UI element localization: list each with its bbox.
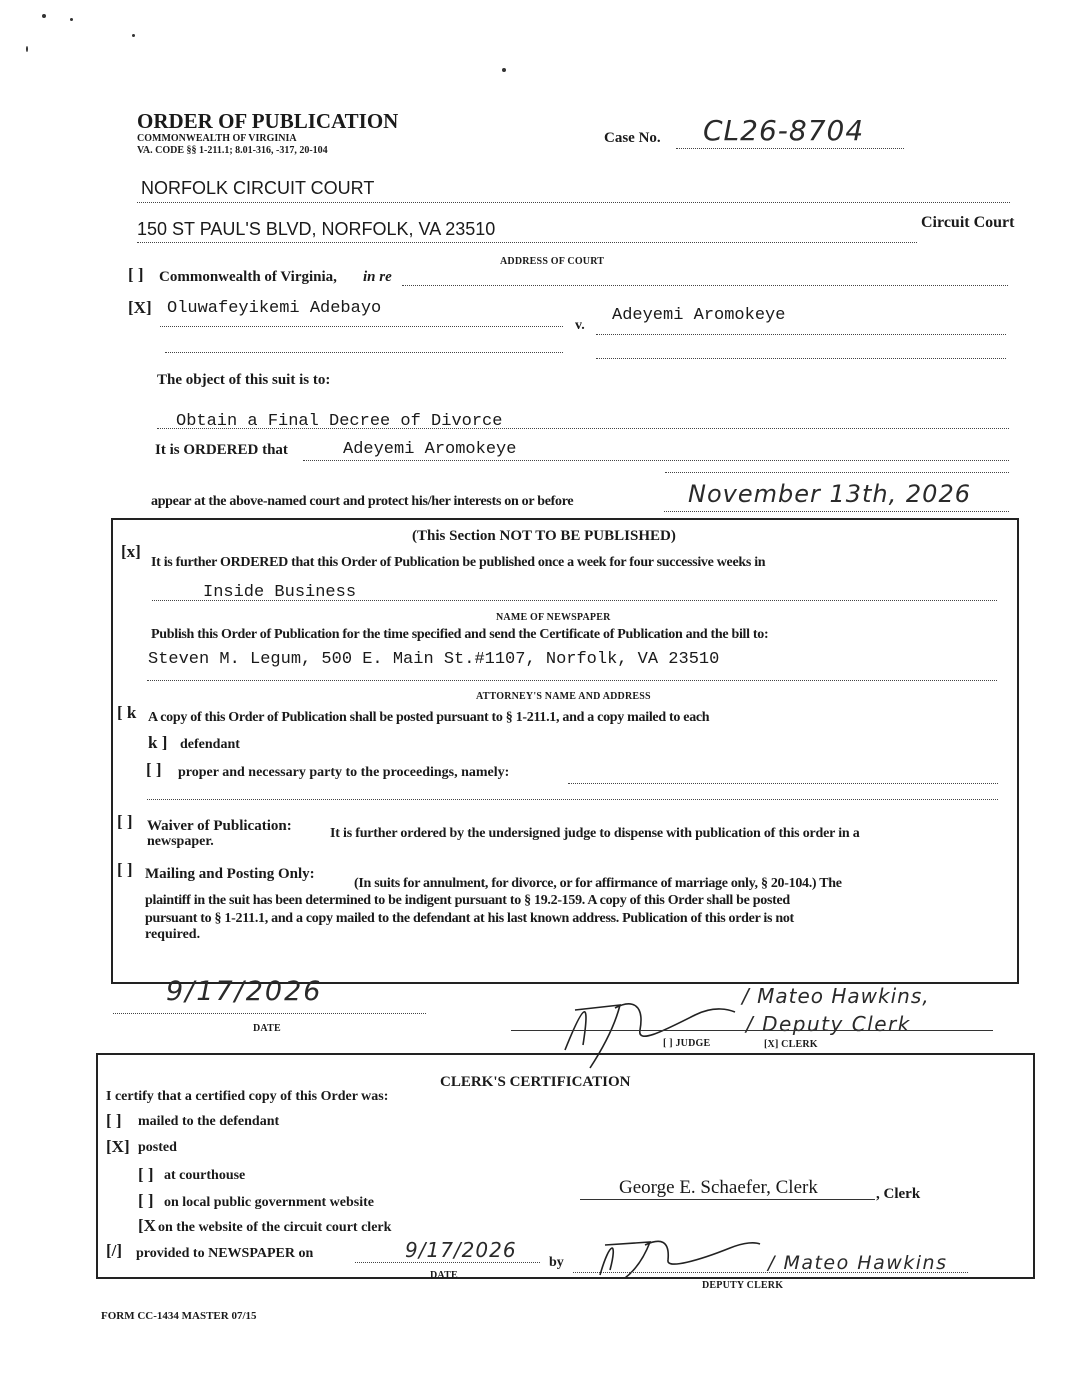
attorney-line [147, 680, 997, 681]
by-label: by [549, 1255, 564, 1270]
attorney-caption: ATTORNEY'S NAME AND ADDRESS [476, 691, 651, 702]
case-number: CL26-8704 [703, 114, 865, 147]
mailing-checkbox[interactable]: [ ] [117, 860, 133, 879]
judge-label: [ ] JUDGE [663, 1038, 711, 1049]
object-label: The object of this suit is to: [157, 372, 331, 388]
posted-checkbox[interactable]: [X] [106, 1137, 130, 1156]
commonwealth-label: Commonwealth of Virginia, [159, 269, 337, 285]
signer-title: / Deputy Clerk [746, 1012, 911, 1036]
form-number: FORM CC-1434 MASTER 07/15 [101, 1310, 257, 1322]
in-re-label: in re [363, 269, 392, 285]
newspaper-caption: NAME OF NEWSPAPER [496, 612, 611, 623]
certification-intro: I certify that a certified copy of this Order was: [106, 1089, 389, 1104]
mailed-label: mailed to the defendant [138, 1114, 280, 1129]
newspaper-provided-date: 9/17/2026 [405, 1238, 517, 1262]
commonwealth-line [402, 285, 1008, 286]
waiver-checkbox[interactable]: [ ] [117, 812, 133, 831]
ordered-line-2 [665, 472, 1009, 473]
clerk-name: George E. Schaefer, Clerk [619, 1177, 818, 1198]
plaintiff-line-2 [165, 352, 563, 353]
waiver-text-2: newspaper. [147, 834, 214, 849]
further-ordered-text: It is further ORDERED that this Order of Publication be published once a week for four successive weeks in [151, 555, 766, 570]
courthouse-checkbox[interactable]: [ ] [138, 1165, 154, 1184]
attorney-info: Steven M. Legum, 500 E. Main St.#1107, Norfolk, VA 23510 [148, 650, 720, 669]
posted-copy-text: A copy of this Order of Publication shall be posted pursuant to § 1-211.1, and a copy mailed to each [148, 710, 710, 725]
courthouse-label: at courthouse [164, 1168, 246, 1183]
object-line [157, 428, 1009, 429]
court-address-line [137, 242, 917, 243]
signer-name: / Mateo Hawkins, [742, 984, 930, 1008]
local-website-checkbox[interactable]: [ ] [138, 1191, 154, 1210]
defendant-name: Adeyemi Aromokeye [612, 306, 786, 325]
mailing-line-2: plaintiff in the suit has been determined to be indigent pursuant to § 19.2-159. A copy of this Order shall be posted [145, 893, 790, 908]
commonwealth-checkbox[interactable]: [ ] [128, 265, 144, 284]
mailing-title: Mailing and Posting Only: [145, 866, 315, 882]
plaintiff-line [160, 326, 563, 327]
scan-speck [42, 14, 46, 18]
newspaper-provided-label: provided to NEWSPAPER on [136, 1246, 314, 1261]
va-code: VA. CODE §§ 1-211.1; 8.01-316, -317, 20-104 [137, 145, 328, 156]
clerk-suffix: , Clerk [876, 1186, 921, 1202]
defendant-line [596, 334, 1006, 335]
plaintiff-checkbox[interactable]: [X] [128, 298, 152, 317]
local-website-label: on local public government website [164, 1195, 374, 1210]
mailing-line-3: pursuant to § 1-211.1, and a copy mailed to the defendant at his last known address. Publication of this order is not [145, 911, 794, 926]
signature-date-line [113, 1013, 426, 1014]
mailing-line-4: required. [145, 927, 201, 942]
newspaper-date-line [355, 1262, 540, 1263]
newspaper-line [152, 600, 997, 601]
defendant-checkbox[interactable]: k ] [148, 733, 168, 752]
scan-speck [70, 18, 73, 21]
defendant-line-2 [596, 358, 1006, 359]
deputy-line [573, 1272, 968, 1273]
unpublished-heading: (This Section NOT TO BE PUBLISHED) [412, 528, 676, 544]
court-address: 150 ST PAUL'S BLVD, NORFOLK, VA 23510 [137, 219, 496, 239]
scan-speck [502, 68, 506, 72]
clerk-website-label: on the website of the circuit court clerk [158, 1220, 392, 1235]
clerk-name-line [580, 1199, 875, 1200]
appear-text: appear at the above-named court and protect his/her interests on or before [151, 494, 574, 509]
party-line-2 [147, 799, 998, 800]
deputy-caption: DEPUTY CLERK [702, 1280, 784, 1291]
deputy-name: / Mateo Hawkins [768, 1252, 948, 1274]
mailing-line-1: (In suits for annulment, for divorce, or for affirmance of marriage only, § 20-104.) The [354, 876, 842, 891]
newspaper-checkbox[interactable]: [/] [106, 1241, 123, 1260]
form-subtitle: COMMONWEALTH OF VIRGINIA [137, 133, 297, 144]
party-label: proper and necessary party to the proceedings, namely: [178, 765, 510, 780]
court-name-line [137, 202, 1010, 203]
plaintiff-name: Oluwafeyikemi Adebayo [167, 299, 382, 318]
party-line [568, 783, 998, 784]
mailed-checkbox[interactable]: [ ] [106, 1111, 122, 1130]
waiver-text: It is further ordered by the undersigned judge to dispense with publication of this order in a [330, 826, 860, 841]
clerk-website-checkbox[interactable]: [X [138, 1216, 156, 1235]
newspaper-date-caption: DATE [430, 1270, 458, 1281]
case-label: Case No. [604, 130, 661, 146]
appear-date-line [664, 511, 1009, 512]
circuit-court-suffix: Circuit Court [921, 214, 1015, 231]
scan-speck [26, 46, 28, 52]
signature-date: 9/17/2026 [166, 976, 323, 1007]
waiver-title: Waiver of Publication: [147, 818, 292, 834]
appear-date: November 13th, 2026 [688, 480, 971, 508]
scan-speck [132, 34, 135, 37]
newspaper-name: Inside Business [203, 583, 357, 602]
ordered-label: It is ORDERED that [155, 442, 288, 458]
object-value: Obtain a Final Decree of Divorce [176, 412, 503, 431]
ordered-line [303, 460, 1009, 461]
certification-heading: CLERK'S CERTIFICATION [440, 1074, 631, 1090]
party-checkbox[interactable]: [ ] [146, 760, 162, 779]
posted-label: posted [138, 1140, 177, 1155]
signature-line [511, 1030, 993, 1031]
form-title: ORDER OF PUBLICATION [137, 109, 399, 133]
versus-label: v. [575, 318, 585, 333]
defendant-label: defendant [180, 737, 240, 752]
publish-instructions: Publish this Order of Publication for the time specified and send the Certificate of Publication and the bill to: [151, 627, 769, 642]
clerk-label: [X] CLERK [764, 1039, 818, 1050]
case-number-line [676, 148, 904, 149]
signature-date-caption: DATE [253, 1023, 281, 1034]
court-name: NORFOLK CIRCUIT COURT [141, 178, 375, 198]
address-caption: ADDRESS OF COURT [500, 256, 605, 267]
publish-checkbox[interactable]: [x] [121, 542, 141, 561]
posted-copy-checkbox[interactable]: [ k [117, 703, 137, 722]
ordered-party: Adeyemi Aromokeye [343, 440, 517, 459]
